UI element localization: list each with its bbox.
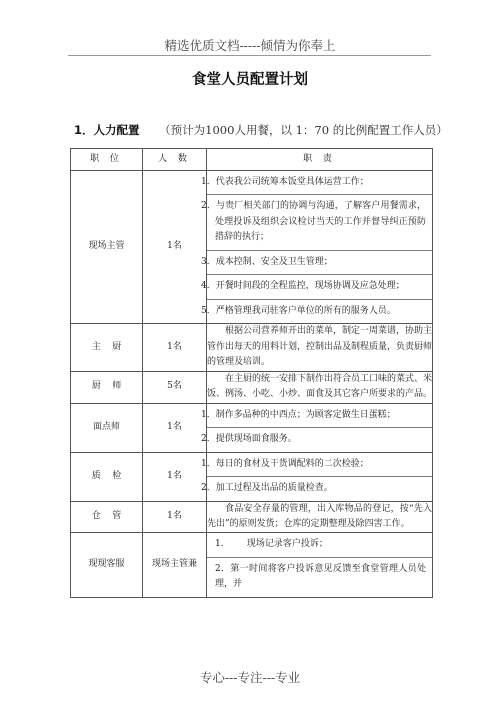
duty-item: 2．提供现场面食服务。 xyxy=(201,434,297,445)
document-title: 食堂人员配置计划 xyxy=(192,71,308,88)
section-heading: 1．人力配置 xyxy=(74,123,140,137)
position-cell: 仓 管 xyxy=(71,501,143,533)
duty-item: 4．开餐时间段的全程监控，现场协调及应急处理； xyxy=(207,275,432,299)
duties-cell xyxy=(207,533,433,597)
header-divider xyxy=(68,55,431,56)
header-count: 人 数 xyxy=(143,149,207,171)
header-duties: 职 责 xyxy=(207,149,433,171)
duty-item: 1． 现场记录客户投诉； xyxy=(207,533,432,557)
table-row xyxy=(71,452,433,501)
section-note: （预计为1000人用餐，以 1：70 的比例配置工作人员） xyxy=(159,123,448,137)
duties-cell xyxy=(207,371,433,403)
table-row xyxy=(71,403,433,452)
table-row xyxy=(71,324,433,371)
section-line xyxy=(74,122,448,138)
duty-item: 3．成本控制、安全及卫生管理； xyxy=(207,251,432,275)
position-cell: 现现客服 xyxy=(71,533,143,597)
table-row xyxy=(71,501,433,533)
count-cell: 现场主管兼 xyxy=(143,533,207,597)
count-cell: 1名 xyxy=(143,324,207,371)
header-position: 职 位 xyxy=(71,149,143,171)
table-header-row xyxy=(71,149,433,171)
duty-item: 1．每日的食材及干货调配料的二次检验； xyxy=(207,453,432,477)
position-cell: 厨 师 xyxy=(71,371,143,403)
duties-cell xyxy=(207,501,433,533)
position-cell: 面点师 xyxy=(71,403,143,452)
duties-cell xyxy=(201,452,433,501)
count-cell: 1名 xyxy=(143,452,207,501)
duties-cell xyxy=(201,171,433,324)
duties-cell xyxy=(201,403,433,452)
duty-paragraph: 在主厨的统一安排下制作出符合员工口味的菜式、米饭、例汤、小吃、小炒、面食及其它客户所要求的产品。 xyxy=(207,373,433,400)
count-cell: 5名 xyxy=(143,371,207,403)
position-cell: 主 厨 xyxy=(71,324,143,371)
duty-item: 2．加工过程及出品的质量检查。 xyxy=(201,483,333,494)
table-row xyxy=(71,171,433,324)
table-row xyxy=(71,533,433,597)
page-footer-text: 专心---专注---专业 xyxy=(199,670,301,685)
position-cell: 质 检 xyxy=(71,452,143,501)
duty-item: 2．与贵厂相关部门的协调与沟通，了解客户用餐需求，处理投诉及组织会议检讨当天的工作并督导纠正预防措辞的执行； xyxy=(207,195,432,250)
duty-paragraph: 食品安全存量的管理，出入库物品的登记，按“先入先出”的原则发货；仓库的定期整理及除四害工作。 xyxy=(207,503,432,529)
table-row xyxy=(71,371,433,403)
count-cell: 1名 xyxy=(143,171,207,324)
duty-item: 5．严格管理我司驻客户单位的所有的服务人员。 xyxy=(201,305,396,316)
position-cell: 现场主管 xyxy=(71,171,143,324)
duty-paragraph: 根据公司营养师开出的菜单，制定一周菜谱，协助主管作出每天的用料计划，控制出品及制程质量，负责厨师的管理及培训。 xyxy=(207,326,433,368)
duties-cell xyxy=(207,324,433,371)
staffing-table xyxy=(70,148,433,598)
count-cell: 1名 xyxy=(143,403,207,452)
duty-item: 1．代表我公司统筹本饭堂具体运营工作； xyxy=(207,171,432,195)
duty-item: 2．第一时间将客户投诉意见反馈至食堂管理人员处理，并 xyxy=(215,563,426,590)
count-cell: 1名 xyxy=(143,501,207,533)
page-header-text: 精选优质文档-----倾情为你奉上 xyxy=(164,38,336,53)
duty-item: 1．制作多品种的中西点；为顾客定做生日蛋糕； xyxy=(207,404,432,428)
